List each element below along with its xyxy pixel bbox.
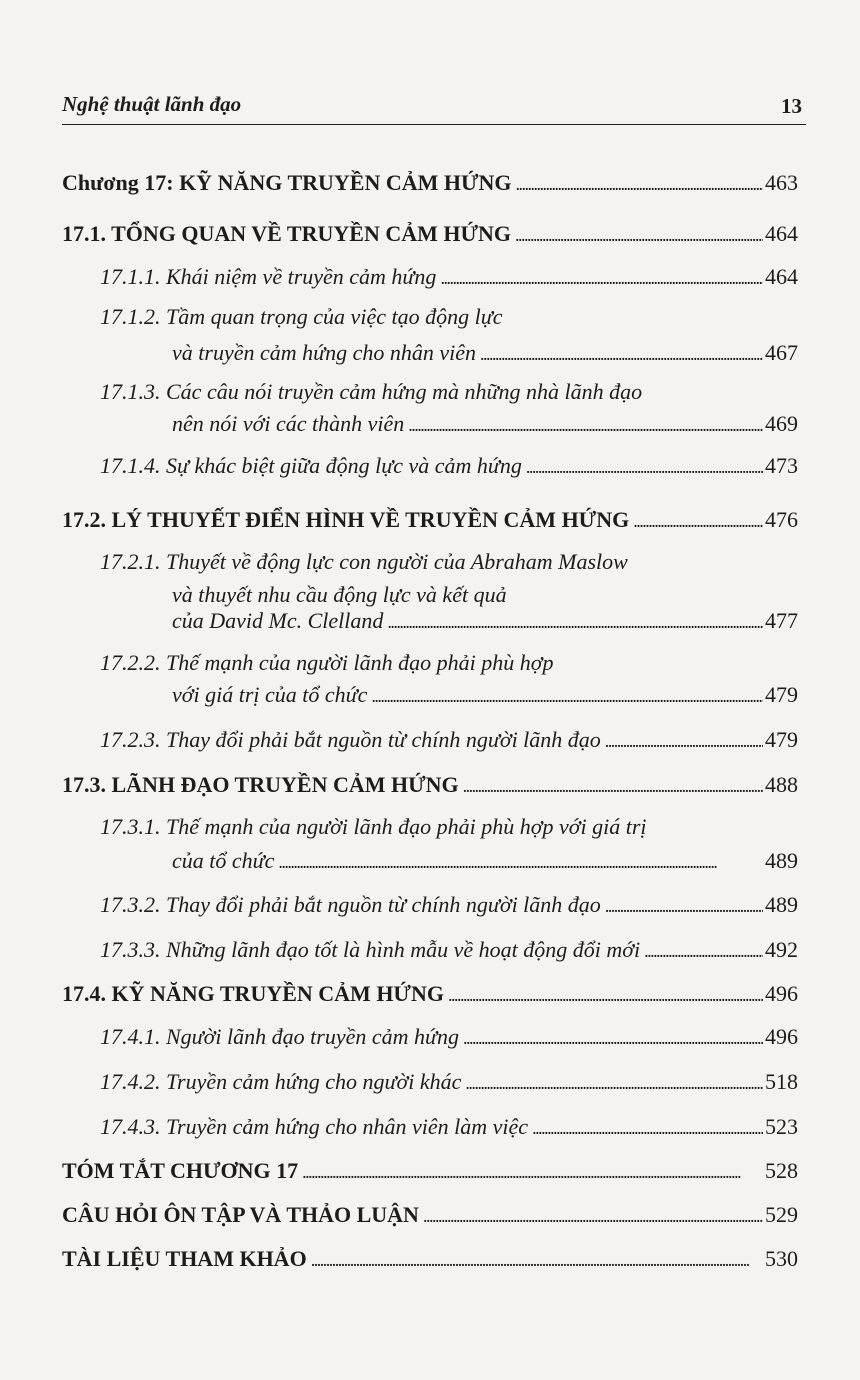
- toc-entry-17-2-3: [0, 725, 860, 755]
- toc-entry-17-2-1: [0, 606, 860, 636]
- running-title: Nghệ thuật lãnh đạo: [62, 92, 242, 116]
- dot-leader: [302, 1157, 763, 1187]
- toc-entry-page: 529: [765, 1202, 798, 1227]
- toc-entry-title: 17.1.4. Sự khác biệt giữa động lực và cảm hứng: [100, 453, 522, 478]
- toc-entry-17-1-4: [0, 451, 860, 481]
- toc-entry-page: 473: [765, 453, 798, 478]
- toc-entry-page: 496: [765, 1024, 798, 1049]
- toc-entry-17-3-2: [0, 890, 860, 920]
- toc-entry-17-3-3: [0, 935, 860, 965]
- toc-entry-17-4-3: [0, 1112, 860, 1142]
- dot-leader: [423, 1201, 763, 1231]
- dot-leader: [371, 681, 763, 711]
- toc-entry-17-1-3: [0, 409, 860, 439]
- toc-entry-17-1-1: [0, 262, 860, 292]
- dot-leader: [440, 263, 763, 293]
- dot-leader: [463, 1023, 763, 1053]
- toc-entry-title: 17.1. TỔNG QUAN VỀ TRUYỀN CẢM HỨNG: [62, 221, 511, 246]
- toc-entry-title: 17.3. LÃNH ĐẠO TRUYỀN CẢM HỨNG: [62, 772, 459, 797]
- toc-entry-17-4-1: [0, 1022, 860, 1052]
- toc-entry-page: 492: [765, 937, 798, 962]
- toc-entry-title: 17.3.3. Những lãnh đạo tốt là hình mẫu về hoạt động đổi mới: [100, 937, 641, 962]
- toc-entry-17-1-3-title: 17.1.3. Các câu nói truyền cảm hứng mà những nhà lãnh đạo: [100, 379, 643, 404]
- toc-entry-references: [0, 1244, 860, 1274]
- toc-entry-title: 17.2.3. Thay đổi phải bắt nguồn từ chính người lãnh đạo: [100, 727, 601, 752]
- toc-entry-chapter-17: [0, 168, 860, 198]
- dot-leader: [516, 169, 763, 199]
- toc-entry-page: 518: [765, 1069, 798, 1094]
- toc-entry-title: CÂU HỎI ÔN TẬP VÀ THẢO LUẬN: [62, 1202, 419, 1227]
- toc-entry-continuation: và truyền cảm hứng cho nhân viên: [172, 340, 477, 365]
- dot-leader: [644, 936, 763, 966]
- toc-entry-continuation: nên nói với các thành viên: [172, 411, 405, 436]
- toc-entry-title: 17.3.2. Thay đổi phải bắt nguồn từ chính người lãnh đạo: [100, 892, 601, 917]
- toc-entry-page: 479: [765, 727, 798, 752]
- toc-entry-17-1: [0, 219, 860, 249]
- toc-entry-page: 528: [765, 1158, 798, 1183]
- toc-entry-page: 489: [765, 848, 798, 873]
- toc-entry-page: 488: [765, 772, 798, 797]
- toc-entry-17-2-1-cont: và thuyết nhu cầu động lực và kết quả: [172, 582, 507, 607]
- dot-leader: [448, 980, 763, 1010]
- toc-entry-17-3: [0, 770, 860, 800]
- toc-entry-summary: [0, 1156, 860, 1186]
- dot-leader: [387, 607, 763, 637]
- dot-leader: [465, 1068, 763, 1098]
- toc-entry-17-3-1-title: 17.3.1. Thế mạnh của người lãnh đạo phải phù hợp với giá trị: [100, 814, 647, 839]
- dot-leader: [532, 1113, 763, 1143]
- toc-entry-page: 496: [765, 981, 798, 1006]
- toc-entry-title: Chương 17: KỸ NĂNG TRUYỀN CẢM HỨNG: [62, 170, 512, 195]
- dot-leader: [408, 410, 763, 440]
- toc-entry-page: 464: [765, 221, 798, 246]
- toc-entry-page: 467: [765, 340, 798, 365]
- toc-entry-title: 17.4.2. Truyền cảm hứng cho người khác: [100, 1069, 462, 1094]
- toc-entry-continuation: với giá trị của tổ chức: [172, 682, 368, 707]
- toc-entry-page: 489: [765, 892, 798, 917]
- toc-entry-title: 17.4. KỸ NĂNG TRUYỀN CẢM HỨNG: [62, 981, 444, 1006]
- toc-entry-17-1-2: [0, 338, 860, 368]
- toc-entry-title: 17.1.1. Khái niệm về truyền cảm hứng: [100, 264, 437, 289]
- toc-entry-page: 530: [765, 1246, 798, 1271]
- toc-entry-continuation: của tổ chức: [172, 848, 275, 873]
- toc-entry-continuation: của David Mc. Clelland: [172, 608, 384, 633]
- toc-entry-17-4-2: [0, 1067, 860, 1097]
- dot-leader: [526, 452, 763, 482]
- toc-entry-title: TÀI LIỆU THAM KHẢO: [62, 1246, 307, 1271]
- toc-entry-17-2-1-title: 17.2.1. Thuyết về động lực con người của Abraham Maslow: [100, 549, 628, 574]
- page-number: 13: [781, 94, 802, 118]
- toc-entry-page: 469: [765, 411, 798, 436]
- dot-leader: [515, 220, 763, 250]
- toc-entry-17-2-2: [0, 680, 860, 710]
- toc-entry-page: 479: [765, 682, 798, 707]
- dot-leader: [311, 1245, 763, 1275]
- toc-entry-title: 17.4.1. Người lãnh đạo truyền cảm hứng: [100, 1024, 459, 1049]
- toc-entry-17-4: [0, 979, 860, 1009]
- dot-leader: [463, 771, 763, 801]
- page-header: [62, 88, 806, 125]
- toc-entry-page: 464: [765, 264, 798, 289]
- dot-leader: [605, 891, 763, 921]
- toc-entry-review-questions: [0, 1200, 860, 1230]
- toc-entry-title: 17.2. LÝ THUYẾT ĐIỂN HÌNH VỀ TRUYỀN CẢM HỨNG: [62, 507, 630, 532]
- toc-entry-page: 463: [765, 170, 798, 195]
- dot-leader: [633, 506, 763, 536]
- toc-entry-page: 523: [765, 1114, 798, 1139]
- toc-entry-page: 477: [765, 608, 798, 633]
- toc-entry-17-2-2-title: 17.2.2. Thế mạnh của người lãnh đạo phải phù hợp: [100, 650, 554, 675]
- toc-entry-title: TÓM TẮT CHƯƠNG 17: [62, 1158, 299, 1183]
- dot-leader: [480, 339, 763, 369]
- toc-entry-17-3-1: [0, 846, 860, 876]
- dot-leader: [605, 726, 763, 756]
- dot-leader: [278, 847, 763, 877]
- toc-entry-page: 476: [765, 507, 798, 532]
- toc-entry-title: 17.4.3. Truyền cảm hứng cho nhân viên làm việc: [100, 1114, 529, 1139]
- toc-entry-17-2: [0, 505, 860, 535]
- toc-entry-17-1-2-title: 17.1.2. Tầm quan trọng của việc tạo động lực: [100, 304, 503, 329]
